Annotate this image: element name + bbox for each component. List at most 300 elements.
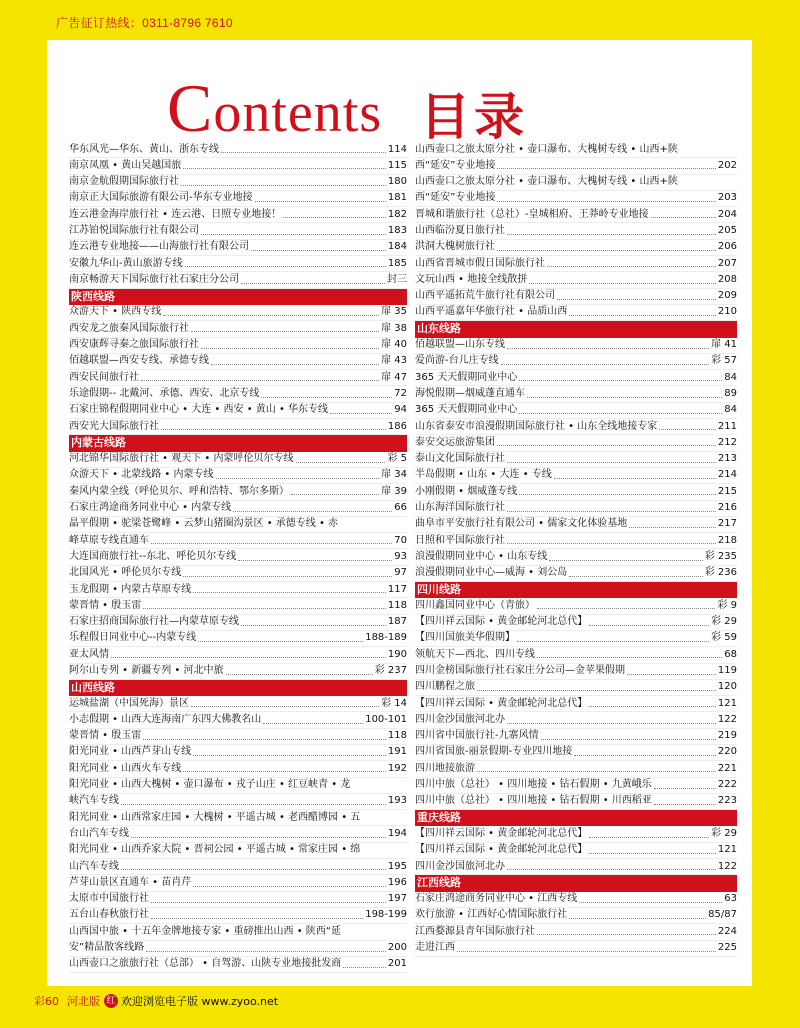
- footer-page-number: 彩60: [34, 995, 59, 1008]
- toc-entry-title: 华东风光—华东、黄山、浙东专线: [69, 143, 219, 155]
- title-english: Contents: [167, 70, 383, 146]
- dot-leader: [574, 755, 716, 756]
- toc-entry[interactable]: [415, 419, 737, 435]
- toc-entry[interactable]: [415, 680, 737, 696]
- toc-entry-title: 西安民间旅行社: [69, 371, 139, 383]
- toc-entry[interactable]: [415, 778, 737, 794]
- toc-entry-title: 山东海洋国际旅行社: [415, 502, 505, 514]
- toc-entry-page: 220: [717, 746, 737, 758]
- toc-entry[interactable]: [415, 468, 737, 484]
- toc-entry[interactable]: [415, 908, 737, 924]
- toc-entry[interactable]: [69, 305, 407, 321]
- toc-entry-page: 212: [717, 436, 737, 448]
- toc-entry[interactable]: [415, 631, 737, 647]
- toc-entry-page: 193: [387, 795, 407, 807]
- toc-entry[interactable]: [415, 745, 737, 761]
- dot-leader: [201, 234, 386, 235]
- toc-entry-page: 181: [387, 192, 407, 204]
- toc-entry-title: 山西临汾夏日旅行社: [415, 224, 505, 236]
- toc-entry-title: 领航天下—西北、四川专线: [415, 648, 535, 660]
- toc-entry-title: 日照和平国际旅行社: [415, 534, 505, 546]
- toc-entry-title: 亚太风情: [69, 648, 109, 660]
- toc-entry[interactable]: [69, 191, 407, 207]
- dot-leader: [183, 168, 386, 169]
- section-header: 山东线路: [415, 321, 737, 337]
- toc-entry-title: 四川金榜国际旅行社石家庄分公司—金苹果假期: [415, 665, 625, 676]
- toc-entry[interactable]: [415, 664, 737, 680]
- toc-entry[interactable]: [415, 191, 737, 207]
- dot-leader: [211, 364, 379, 365]
- dot-leader: [569, 918, 706, 919]
- toc-entry-title: 乐程假日同业中心--内蒙专线: [69, 632, 197, 644]
- toc-entry[interactable]: [69, 647, 407, 663]
- toc-entry[interactable]: [69, 712, 407, 728]
- toc-entry[interactable]: [415, 598, 737, 614]
- toc-entry-page: 117: [387, 583, 407, 595]
- toc-entry-page: 扉 40: [381, 339, 407, 351]
- toc-entry-title: 石家庄锦程假期同业中心 • 大连 • 西安 • 黄山 • 华东专线: [69, 404, 329, 416]
- toc-entry[interactable]: [415, 289, 737, 305]
- toc-entry-page: 223: [717, 795, 737, 807]
- toc-entry[interactable]: [69, 533, 407, 549]
- toc-entry-page: 彩 235: [704, 550, 737, 562]
- toc-entry-title: 太原市中国旅行社: [69, 893, 149, 905]
- toc-entry[interactable]: [415, 305, 737, 321]
- section-header: 四川线路: [415, 582, 737, 598]
- toc-entry-page: 183: [387, 224, 407, 236]
- dot-leader: [589, 625, 709, 626]
- toc-entry-title: 阳光同业 • 山西常家庄园 • 大槐树 • 平遥古城 • 老西醋博园 • 五: [69, 811, 361, 823]
- toc-entry-page: 182: [387, 208, 407, 220]
- toc-entry-title: 西安光大国际旅行社: [69, 420, 159, 432]
- toc-entry[interactable]: [69, 582, 407, 598]
- toc-entry[interactable]: [69, 859, 407, 875]
- dot-leader: [193, 755, 386, 756]
- toc-entry[interactable]: [69, 223, 407, 239]
- toc-entry-title: 河北锦华国际旅行社 • 观天下 • 内蒙呼伦贝尔专线: [69, 453, 294, 465]
- toc-entry[interactable]: [415, 338, 737, 354]
- dot-leader: [131, 837, 386, 838]
- toc-entry[interactable]: [69, 941, 407, 957]
- toc-entry-page: 122: [717, 713, 737, 725]
- toc-entry-title: 阳光同业 • 山西芦芽山专线: [69, 746, 192, 758]
- toc-entry[interactable]: [415, 207, 737, 223]
- toc-entry[interactable]: [69, 598, 407, 614]
- dot-leader: [507, 543, 716, 544]
- toc-entry-title: 连云港金海岸旅行社 • 连云港、日照专业地接！: [69, 208, 282, 220]
- toc-entry[interactable]: [69, 778, 407, 794]
- toc-entry-title: 石家庄鸿途商务同业中心 • 江西专线: [415, 893, 578, 905]
- toc-entry-title: 四川省中国旅行社-九寨风情: [415, 730, 539, 742]
- toc-entry[interactable]: [415, 826, 737, 842]
- toc-entry[interactable]: [69, 142, 407, 158]
- toc-entry-page: 彩 57: [711, 355, 737, 367]
- toc-entry-page: 210: [717, 306, 737, 318]
- toc-entry-title: 南京正大国际旅游有限公司-华东专业地接: [69, 192, 253, 204]
- toc-entry-title: 浪漫假期同业中心—威海 • 刘公岛: [415, 567, 568, 579]
- dot-leader: [519, 494, 716, 495]
- toc-entry[interactable]: [415, 549, 737, 565]
- toc-entry-title: 山汽车专线: [69, 860, 119, 872]
- toc-entry-page: 121: [717, 697, 737, 709]
- toc-entry-page: 68: [724, 648, 737, 660]
- toc-entry-title: 曲阜市平安旅行社有限公司 • 儒家文化体验基地: [415, 518, 628, 530]
- toc-entry-title: 小刚假期 • 烟威蓬专线: [415, 485, 518, 497]
- dot-leader: [291, 494, 379, 495]
- dot-leader: [216, 478, 380, 479]
- toc-entry[interactable]: [415, 386, 737, 402]
- section-header: 山西线路: [69, 680, 407, 696]
- toc-entry-title: 山东省泰安市浪漫假期国际旅行社 • 山东全线地接专家: [415, 420, 658, 432]
- toc-entry[interactable]: [69, 338, 407, 354]
- toc-entry-page: 197: [387, 893, 407, 905]
- toc-entry-page: 扉 38: [381, 322, 407, 334]
- contents-column-right: [415, 142, 737, 957]
- dot-leader: [569, 315, 716, 316]
- toc-entry[interactable]: [415, 501, 737, 517]
- toc-entry-page: 187: [387, 616, 407, 628]
- toc-entry-title: 阳光同业 • 山西大槐树 • 壶口瀑布 • 戎子山庄 • 红豆峡青 • 龙: [69, 779, 351, 791]
- toc-entry-title: 众游天下 • 陕西专线: [69, 306, 162, 318]
- toc-entry[interactable]: [69, 452, 407, 468]
- contents-column-left: [69, 142, 407, 973]
- toc-entry-title: 五台山春秋旅行社: [69, 909, 149, 921]
- toc-entry-title: 小志假期 • 山西大连海南广东四大佛教名山: [69, 713, 262, 725]
- dot-leader: [589, 706, 716, 707]
- toc-entry[interactable]: [69, 696, 407, 712]
- toc-entry-title: 四川金沙国旅河北办: [415, 860, 505, 872]
- page-footer: [34, 993, 278, 1009]
- toc-entry[interactable]: [69, 729, 407, 745]
- dot-leader: [121, 804, 386, 805]
- page-title: [167, 62, 529, 146]
- toc-entry[interactable]: [69, 924, 407, 940]
- dot-leader: [497, 168, 716, 169]
- toc-entry-title: 阳光同业 • 山西乔家大院 • 晋祠公园 • 平遥古城 • 常家庄园 • 绵: [69, 844, 361, 856]
- toc-entry-page: 204: [717, 208, 737, 220]
- toc-entry[interactable]: [415, 566, 737, 582]
- toc-entry-title: 四川鹏程之旅: [415, 681, 475, 693]
- toc-entry-page: 216: [717, 502, 737, 514]
- toc-entry[interactable]: [69, 321, 407, 337]
- dot-leader: [579, 902, 722, 903]
- toc-entry[interactable]: [415, 256, 737, 272]
- toc-entry-page: 196: [387, 876, 407, 888]
- dot-leader: [497, 250, 716, 251]
- toc-entry-title: 众游天下 • 北蒙线路 • 内蒙专线: [69, 469, 214, 481]
- toc-entry-page: 彩 59: [711, 632, 737, 644]
- toc-entry[interactable]: [415, 354, 737, 370]
- toc-entry[interactable]: [415, 859, 737, 875]
- toc-entry-page: 191: [387, 746, 407, 758]
- toc-entry[interactable]: [69, 615, 407, 631]
- toc-entry[interactable]: [69, 664, 407, 680]
- toc-entry-title: 四川省国旅-丽景假期-专业四川地接: [415, 746, 573, 758]
- dot-leader: [111, 657, 386, 658]
- toc-entry-title: 蒙晋情 • 殷玉雷: [69, 599, 142, 611]
- toc-entry-page: 118: [387, 730, 407, 742]
- toc-entry[interactable]: [69, 549, 407, 565]
- toc-entry[interactable]: [415, 924, 737, 940]
- toc-entry-title: 文玩山西 • 地接全线散拼: [415, 273, 528, 285]
- toc-entry-title: 阳光同业 • 山西火车专线: [69, 762, 182, 774]
- dot-leader: [569, 576, 702, 577]
- toc-entry-page: 180: [387, 176, 407, 188]
- toc-entry[interactable]: [69, 826, 407, 842]
- toc-entry[interactable]: [415, 843, 737, 859]
- toc-entry[interactable]: [415, 729, 737, 745]
- toc-entry-title: 【四川国旅美华假期】: [415, 632, 515, 644]
- dot-leader: [517, 641, 709, 642]
- dot-leader: [226, 674, 373, 675]
- dot-leader: [183, 771, 386, 772]
- toc-entry-page: 89: [724, 387, 737, 399]
- dot-leader: [497, 445, 716, 446]
- toc-entry[interactable]: [69, 256, 407, 272]
- dot-leader: [589, 837, 709, 838]
- toc-entry-page: 201: [387, 958, 407, 970]
- toc-entry[interactable]: [415, 484, 737, 500]
- toc-entry[interactable]: [415, 223, 737, 239]
- dot-leader: [537, 657, 722, 658]
- toc-entry[interactable]: [69, 240, 407, 256]
- dot-leader: [507, 234, 716, 235]
- toc-entry[interactable]: [69, 419, 407, 435]
- dot-leader: [151, 918, 363, 919]
- toc-entry-page: 203: [717, 192, 737, 204]
- dot-leader: [529, 283, 716, 284]
- title-chinese: 目录: [420, 88, 529, 146]
- dot-leader: [185, 266, 386, 267]
- toc-entry[interactable]: [415, 435, 737, 451]
- toc-entry-title: 爱尚游-台儿庄专线: [415, 355, 499, 367]
- toc-entry-page: 215: [717, 485, 737, 497]
- toc-entry[interactable]: [69, 761, 407, 777]
- toc-entry-page: 114: [387, 143, 407, 155]
- dot-leader: [541, 739, 716, 740]
- toc-entry[interactable]: [415, 240, 737, 256]
- toc-entry-title: 乐途假期-- 北戴河、承德、西安、北京专线: [69, 387, 260, 399]
- toc-entry-title: 泰安交运旅游集团: [415, 436, 495, 448]
- dot-leader: [191, 331, 379, 332]
- dot-leader: [296, 462, 386, 463]
- dot-leader: [527, 397, 722, 398]
- dot-leader: [238, 560, 392, 561]
- toc-entry-title: 晶平假期 • 驼梁苍鹭峰 • 云梦山猪圈沟景区 • 承德专线 • 赤: [69, 518, 339, 530]
- dot-leader: [537, 608, 715, 609]
- toc-entry[interactable]: [415, 533, 737, 549]
- toc-entry-title: 欢行旅游 • 江西好心情国际旅行社: [415, 909, 568, 921]
- toc-entry-title: 峡汽车专线: [69, 795, 119, 807]
- toc-entry-page: 184: [387, 241, 407, 253]
- toc-entry-title: 四川中旅（总社） • 四川地接 • 钻石假期 • 川西稻亚: [415, 795, 652, 807]
- toc-entry-page: 206: [717, 241, 737, 253]
- toc-entry[interactable]: [415, 761, 737, 777]
- toc-entry-page: 213: [717, 453, 737, 465]
- ad-hotline: 广告征订热线：0311-8796 7610: [56, 16, 233, 30]
- toc-entry[interactable]: [69, 158, 407, 174]
- toc-entry-title: 365 天天假期同业中心: [415, 371, 518, 383]
- toc-entry-page: 彩 9: [717, 599, 737, 611]
- toc-entry-title: 【四川祥云国际 • 黄金邮轮河北总代】: [415, 616, 588, 628]
- dot-leader: [507, 348, 709, 349]
- toc-entry[interactable]: [415, 517, 737, 533]
- toc-entry[interactable]: [415, 892, 737, 908]
- dot-leader: [151, 543, 392, 544]
- toc-entry-title: 江西婺源县青年国际旅行社: [415, 925, 535, 937]
- toc-entry-title: 西安康辉寻秦之旅国际旅行社: [69, 339, 199, 351]
- toc-entry-title: 走进江西: [415, 942, 455, 954]
- dot-leader: [183, 576, 392, 577]
- toc-entry[interactable]: [415, 175, 737, 191]
- dot-leader: [141, 380, 379, 381]
- toc-entry[interactable]: [415, 272, 737, 288]
- toc-entry-page: 扉 41: [711, 339, 737, 351]
- dot-leader: [629, 527, 716, 528]
- dot-leader: [251, 250, 386, 251]
- dot-leader: [457, 951, 716, 952]
- toc-entry-page: 84: [724, 371, 737, 383]
- dot-leader: [161, 429, 386, 430]
- toc-entry-title: 山西平遥嘉年华旅行社 • 品质山西: [415, 306, 568, 318]
- toc-entry[interactable]: [415, 370, 737, 386]
- dot-leader: [519, 380, 722, 381]
- toc-entry[interactable]: [69, 403, 407, 419]
- toc-entry-page: 97: [394, 567, 407, 579]
- toc-entry-title: 佰越联盟—山东专线: [415, 339, 505, 351]
- section-header: 内蒙古线路: [69, 435, 407, 451]
- dot-leader: [651, 217, 716, 218]
- dot-leader: [343, 967, 386, 968]
- toc-entry[interactable]: [69, 892, 407, 908]
- toc-entry[interactable]: [69, 875, 407, 891]
- toc-entry[interactable]: [69, 745, 407, 761]
- toc-entry-title: 四川金沙国旅河北办: [415, 713, 505, 725]
- toc-entry[interactable]: [415, 712, 737, 728]
- dot-leader: [330, 413, 392, 414]
- toc-entry[interactable]: [69, 908, 407, 924]
- footer-edition: 河北版: [67, 995, 100, 1008]
- toc-entry-page: 202: [717, 159, 737, 171]
- dot-leader: [181, 185, 386, 186]
- toc-entry-page: 119: [717, 665, 737, 676]
- toc-entry-page: 扉 34: [381, 469, 407, 481]
- toc-entry-page: 扉 39: [381, 485, 407, 497]
- toc-entry-page: 66: [394, 502, 407, 514]
- toc-entry-title: 安徽九华山-黄山旅游专线: [69, 257, 183, 269]
- toc-entry-title: 石家庄招商国际旅行社—内蒙草原专线: [69, 616, 239, 628]
- toc-entry-title: 【四川祥云国际 • 黄金邮轮河北总代】: [415, 697, 588, 709]
- toc-entry-title: 山西壶口之旅旅行社（总部） • 自驾游、山陕专业地接批发商: [69, 958, 342, 970]
- toc-entry-page: 彩 14: [381, 697, 407, 709]
- toc-entry-page: 219: [717, 730, 737, 742]
- toc-entry[interactable]: [69, 566, 407, 582]
- toc-entry[interactable]: [69, 843, 407, 859]
- toc-entry-title: 西“延安”专业地接: [415, 192, 496, 204]
- toc-entry-title: 365 天天假期同业中心: [415, 404, 518, 416]
- toc-entry-title: 江苏铂悦国际旅行社有限公司: [69, 224, 199, 236]
- dot-leader: [221, 152, 386, 153]
- toc-entry[interactable]: [69, 175, 407, 191]
- dot-leader: [501, 364, 709, 365]
- toc-entry-title: 安”精品散客线路: [69, 942, 145, 954]
- dot-leader: [201, 348, 379, 349]
- toc-entry[interactable]: [415, 794, 737, 810]
- toc-entry[interactable]: [69, 468, 407, 484]
- toc-entry[interactable]: [415, 647, 737, 663]
- toc-entry-page: 彩 29: [711, 616, 737, 628]
- toc-entry[interactable]: [69, 957, 407, 973]
- toc-entry[interactable]: [69, 501, 407, 517]
- toc-entry-page: 214: [717, 469, 737, 481]
- toc-entry-title: 连云港专业地接——山海旅行社有限公司: [69, 241, 249, 253]
- toc-entry[interactable]: [415, 142, 737, 158]
- toc-entry-title: 山西壶口之旅太原分社 • 壶口瀑布、大槐树专线 • 山西+陕: [415, 143, 678, 155]
- toc-entry-title: 芦芽山景区直通车 • 苗肖芹: [69, 876, 192, 888]
- footer-website-link[interactable]: 欢迎浏览电子版 www.zyoo.net: [121, 995, 279, 1008]
- toc-entry-page: 120: [717, 681, 737, 693]
- toc-entry[interactable]: [69, 810, 407, 826]
- toc-entry-page: 185: [387, 257, 407, 269]
- dot-leader: [263, 723, 363, 724]
- toc-entry-title: 半岛假期 • 山东 • 大连 • 专线: [415, 469, 552, 481]
- toc-entry-page: 195: [387, 860, 407, 872]
- toc-entry[interactable]: [69, 354, 407, 370]
- toc-entry-title: 秦风内蒙全线（呼伦贝尔、呼和浩特、鄂尔多斯）: [69, 485, 289, 497]
- toc-entry-title: 【四川祥云国际 • 黄金邮轮河北总代】: [415, 827, 588, 839]
- toc-entry-page: 封三: [387, 273, 407, 285]
- toc-entry-page: 222: [717, 779, 737, 791]
- toc-entry-page: 72: [394, 387, 407, 399]
- toc-entry[interactable]: [69, 272, 407, 288]
- toc-entry-page: 122: [717, 860, 737, 872]
- dot-leader: [143, 739, 386, 740]
- toc-entry[interactable]: [415, 941, 737, 957]
- contents-page: [47, 40, 752, 986]
- toc-entry-page: 85/87: [708, 909, 737, 921]
- toc-entry-title: 石家庄鸿途商务同业中心 • 内蒙专线: [69, 502, 232, 514]
- toc-entry[interactable]: [415, 696, 737, 712]
- toc-entry[interactable]: [69, 631, 407, 647]
- toc-entry-title: 西安龙之旅秦风国际旅行社: [69, 322, 189, 334]
- toc-entry[interactable]: [415, 158, 737, 174]
- dot-leader: [255, 201, 386, 202]
- section-header: 陕西线路: [69, 289, 407, 305]
- toc-entry-title: 海悦假期—烟威蓬直通车: [415, 387, 525, 399]
- toc-entry-title: 南京凤凰 • 黄山吴越国旅: [69, 159, 182, 171]
- toc-entry-title: 玉龙假期 • 内蒙古草原专线: [69, 583, 192, 595]
- toc-entry[interactable]: [69, 370, 407, 386]
- toc-entry[interactable]: [69, 386, 407, 402]
- toc-entry-page: 218: [717, 534, 737, 546]
- dot-leader: [163, 315, 379, 316]
- toc-entry-title: 南京畅游天下国际旅行社石家庄分公司: [69, 273, 239, 285]
- toc-entry-page: 190: [387, 648, 407, 660]
- toc-entry-page: 211: [717, 420, 737, 432]
- toc-entry[interactable]: [415, 615, 737, 631]
- toc-entry-page: 94: [394, 404, 407, 416]
- dot-leader: [654, 804, 716, 805]
- toc-entry[interactable]: [69, 794, 407, 810]
- toc-entry[interactable]: [415, 403, 737, 419]
- toc-entry-title: 大连国商旅行社--东北、呼伦贝尔专线: [69, 550, 237, 562]
- dot-leader: [151, 902, 386, 903]
- toc-entry[interactable]: [69, 207, 407, 223]
- toc-entry[interactable]: [69, 517, 407, 533]
- toc-entry-title: 山西平遥拓荒牛旅行社有限公司: [415, 290, 555, 302]
- toc-entry[interactable]: [69, 484, 407, 500]
- toc-entry[interactable]: [415, 452, 737, 468]
